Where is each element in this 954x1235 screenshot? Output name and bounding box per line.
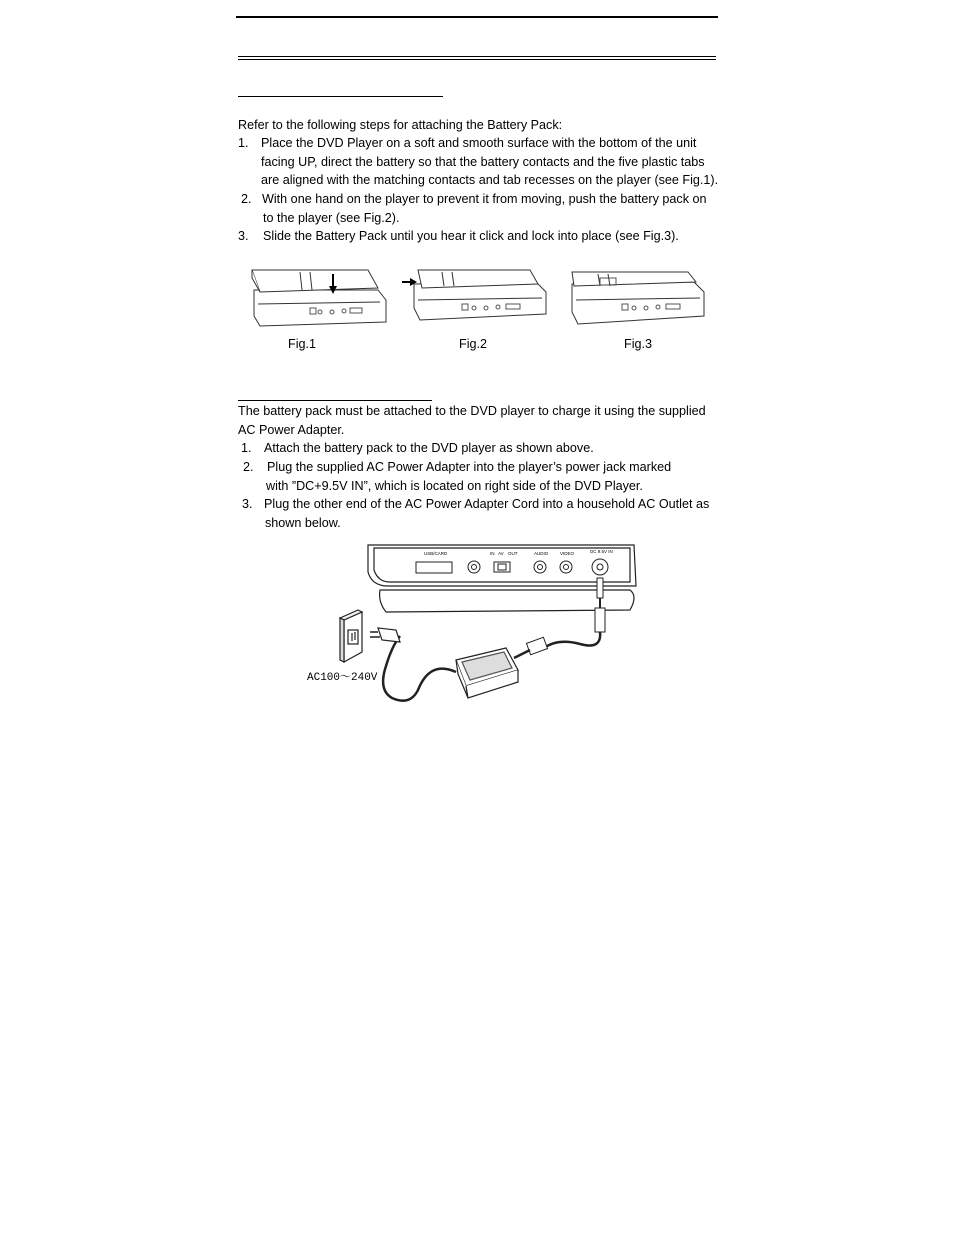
charge-intro-line-2: AC Power Adapter. bbox=[238, 423, 345, 437]
subheading-underline-attach bbox=[238, 96, 443, 97]
attach-step-2-num: 2. bbox=[241, 192, 252, 206]
figure-2-illustration bbox=[402, 266, 548, 328]
charge-intro-line-1: The battery pack must be attached to the DVD player to charge it using the supplied bbox=[238, 404, 706, 418]
figure-2-label: Fig.2 bbox=[459, 337, 487, 351]
panel-label-in: IN bbox=[490, 551, 495, 556]
charge-step-2-line-1: Plug the supplied AC Power Adapter into the player’s power jack marked bbox=[267, 460, 672, 474]
charge-step-3-line-1: Plug the other end of the AC Power Adapter Cord into a household AC Outlet as bbox=[264, 497, 710, 511]
header-rule bbox=[236, 16, 718, 18]
panel-label-video: VIDEO bbox=[560, 551, 575, 556]
figure-1-illustration bbox=[250, 264, 390, 330]
attach-intro: Refer to the following steps for attaching the Battery Pack: bbox=[238, 118, 563, 132]
charge-step-2-num: 2. bbox=[243, 460, 254, 474]
panel-label-audio: AUDIO bbox=[534, 551, 549, 556]
panel-label-usb: USB/CARD bbox=[424, 551, 448, 556]
panel-label-out: OUT bbox=[508, 551, 518, 556]
charge-step-1-line-1: Attach the battery pack to the DVD player as shown above. bbox=[264, 441, 594, 455]
charge-step-1-num: 1. bbox=[241, 441, 252, 455]
charge-step-3-num: 3. bbox=[242, 497, 253, 511]
attach-step-1-line-2: facing UP, direct the battery so that the battery contacts and the five plastic tabs bbox=[261, 155, 705, 169]
attach-step-1-line-1: Place the DVD Player on a soft and smooth surface with the bottom of the unit bbox=[261, 136, 697, 150]
attach-step-3-num: 3. bbox=[238, 229, 249, 243]
figure-3-label: Fig.3 bbox=[624, 337, 652, 351]
section-rule-bottom bbox=[238, 59, 716, 60]
charging-illustration bbox=[300, 540, 640, 706]
wall-outlet bbox=[340, 610, 362, 662]
attach-step-2-line-1: With one hand on the player to prevent it from moving, push the battery pack on bbox=[262, 192, 707, 206]
charge-step-2-line-2: with ”DC+9.5V IN”, which is located on right side of the DVD Player. bbox=[266, 479, 643, 493]
panel-label-dc-in: DC 9.5V IN bbox=[590, 549, 613, 554]
attach-step-2-line-2: to the player (see Fig.2). bbox=[263, 211, 400, 225]
voltage-label: AC100～240V bbox=[307, 672, 378, 684]
ac-adapter bbox=[456, 648, 518, 698]
subheading-underline-charge bbox=[238, 400, 432, 401]
figure-3-illustration bbox=[568, 268, 706, 330]
power-plug bbox=[370, 628, 400, 642]
attach-step-1-line-3: are aligned with the matching contacts and tab recesses on the player (see Fig.1). bbox=[261, 173, 719, 187]
attach-step-1-num: 1. bbox=[238, 136, 249, 150]
panel-label-av: AV bbox=[498, 551, 504, 556]
charge-step-3-line-2: shown below. bbox=[265, 516, 341, 530]
figure-1-label: Fig.1 bbox=[288, 337, 316, 351]
section-rule-top bbox=[238, 56, 716, 57]
attach-step-3-line-1: Slide the Battery Pack until you hear it click and lock into place (see Fig.3). bbox=[263, 229, 679, 243]
